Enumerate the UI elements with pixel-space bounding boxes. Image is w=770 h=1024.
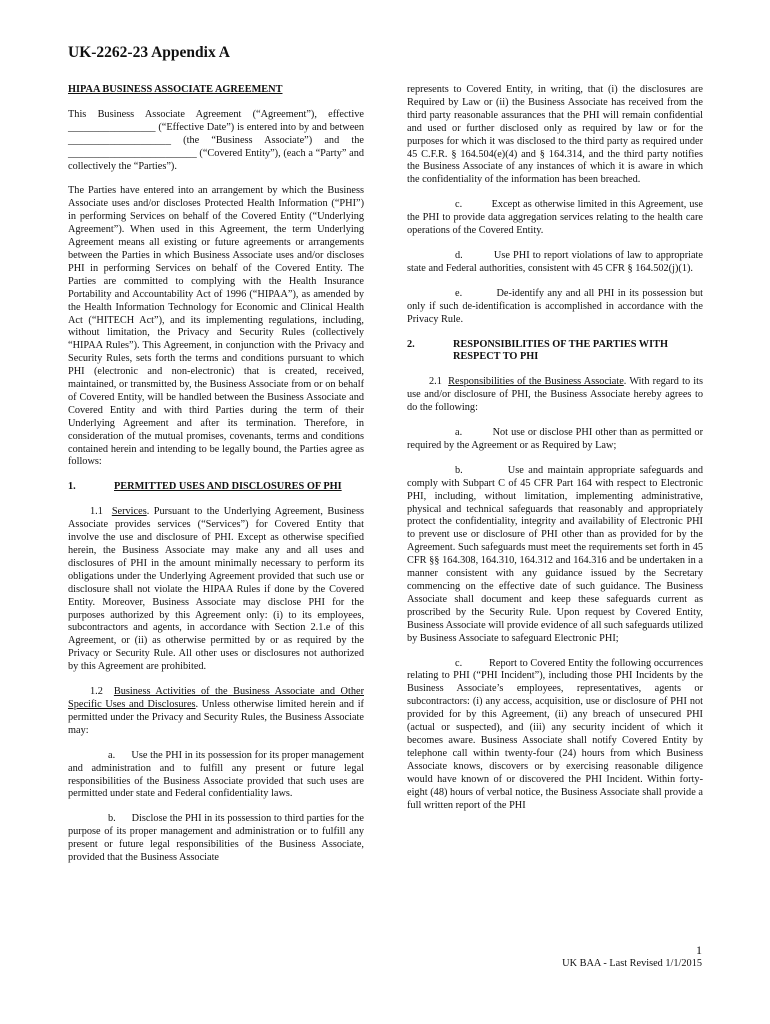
left-column: [68, 84, 364, 877]
section-1-2-text: . Unless otherwise limited herein and if permitted under the Privacy and Security Rules, the Business Associate may:: [68, 698, 364, 736]
item-2-1-a-text: Not use or disclose PHI other than as permitted or required by the Agreement or as Required by Law;: [407, 427, 703, 451]
section-1-heading: [68, 481, 364, 494]
item-2-1-b-text: Use and maintain appropriate safeguards and comply with Subpart C of 45 CFR Part 164 with respect to Electronic PHI, including, without limitation, implementing administrative, physical and technical safeguards that reasonably and appropriately protect the confidentiality, integrity and availability of Electronic PHI to prevent use or disclosure of PHI other than as provided for by the Agreement. Such safeguards must meet the requirements set forth in 45 CFR §§ 164.308, 164.310, 164.312 and 164.316 and be undertaken in a manner consistent with any guidance issued by the Secretary commencing on the effective date of such guidance. The Business Associate shall document and keep these safeguards current as proscribed by the Security Rule. Upon request by Covered Entity, Business Associate will provide evidence of all such safeguards utilized by Business Associate to safeguard Electronic PHI;: [407, 464, 703, 644]
section-2-title: RESPONSIBILITIES OF THE PARTIES WITH RESPECT TO PHI: [453, 338, 668, 363]
intro-paragraph: This Business Associate Agreement (“Agreement”), effective _________________ (“Effective Date”) is entered into by and between ____________________ (the “Business Associate”) and the _________________________ (“Covered Entity”), (each a “Party” and collectively the “Parties”).: [68, 108, 364, 172]
item-1-2-e: [407, 288, 703, 327]
item-1-2-d-label: d.: [455, 249, 463, 261]
item-2-1-c-label: c.: [455, 657, 463, 669]
item-1-2-d-text: Use PHI to report violations of law to appropriate state and Federal authorities, consistent with 45 CFR § 164.502(j)(1).: [407, 249, 703, 274]
item-1-2-a-text: Use the PHI in its possession for its proper management and administration and to fulfill any present or future legal responsibilities of the Business Associate provided that such uses are permitted under state and Federal confidentiality laws.: [68, 749, 364, 800]
section-2-1-number: 2.1: [429, 376, 442, 388]
section-1-2-title: Business Activities of the Business Associate and Other Specific Uses and Disclosures: [68, 686, 364, 710]
section-1-2-number: 1.2: [90, 686, 103, 698]
section-2-1-title: Responsibilities of the Business Associate: [448, 376, 624, 388]
section-1-1-paragraph: [68, 506, 364, 674]
item-2-1-b: [407, 465, 703, 646]
agreement-heading: HIPAA BUSINESS ASSOCIATE AGREEMENT: [68, 84, 283, 95]
item-1-2-a-label: a.: [108, 749, 116, 761]
item-1-2-c-label: c.: [455, 199, 463, 211]
item-2-1-a-label: a.: [455, 427, 463, 439]
section-2-1-text: . With regard to its use and/or disclosure of PHI, the Business Associate hereby agrees to do the following:: [407, 376, 703, 414]
item-1-2-c: [407, 199, 703, 238]
item-1-2-e-text: De-identify any and all PHI in its possession but only if such de-identification is accomplished in accordance with the Privacy Rule.: [407, 287, 703, 325]
section-2-1-paragraph: [407, 376, 703, 415]
section-1-1-title: Services: [111, 506, 147, 518]
section-1-number: 1.: [68, 481, 76, 493]
section-2-heading: [407, 339, 703, 365]
item-1-2-b: [68, 813, 364, 865]
section-1-2-paragraph: [68, 686, 364, 738]
right-column: [407, 84, 703, 824]
item-1-2-b-text: Disclose the PHI in its possession to third parties for the purpose of its proper management and administration or to fulfill any present or future legal responsibilities of the Business Associate, provided that the Business Associate: [68, 813, 365, 864]
document-title: UK-2262-23 Appendix A: [68, 44, 230, 61]
item-1-2-d: [407, 250, 703, 276]
item-1-2-b-continued: represents to Covered Entity, in writing, that (i) the disclosures are Required by Law or (ii) the Business Associate has received from the third party reasonable assurances that the PHI will remain confidential and used or further disclosed only as required by law or for the purposes for which it was disclosed to the third party as required under 45 C.F.R. § 164.504(e)(4) and § 164.314, and the third party notifies the Business Associate of any instances of which it is aware in which the confidentiality of the information has been breached.: [407, 84, 703, 186]
item-1-2-b-label: b.: [108, 813, 116, 825]
item-2-1-b-label: b.: [455, 464, 463, 476]
recitals-paragraph: The Parties have entered into an arrangement by which the Business Associate uses and/or discloses Protected Health Information (“PHI”) in performing Services on behalf of the Covered Entity (“Underlying Agreement”). When used in this Agreement, the term Underlying Agreement means all existing or future agreements or arrangements between the Parties in which Business Associate uses and/or discloses PHI in performing Services on behalf of the Covered Entity. The Parties are committed to complying with the Health Insurance Portability and Accountability Act of 1996 (“HIPAA”), as amended by the Health Information Technology for Economic and Clinical Health Act (“HITECH Act”), and its implementing regulations, including, without limitation, the Privacy and Security Rules (collectively “HIPAA Rules”). This Agreement, in conjunction with the Privacy and Security Rules, sets forth the terms and conditions pursuant to which PHI (electronic and non-electronic) that is created, received, maintained, or transmitted by, the Business Associate from or on behalf of Covered Entity, will be handled between the Business Associate and Covered Entity and with third Parties during the term of their Underlying Agreement and after its termination. Therefore, in consideration of the mutual promises, covenants, terms and conditions contained herein and intending to be legally bound, the Parties agree as follows:: [68, 185, 364, 468]
section-1-1-text: . Pursuant to the Underlying Agreement, Business Associate provides services (“Services”) for Covered Entity that involve the use and disclosure of PHI. Except as otherwise specified herein, the Business Associate may make any and all uses and disclosures of PHI in the amount minimally necessary to perform its obligations under the Underlying Agreement provided that such use or disclosure shall not violate the HIPAA Rules if done by the Covered Entity. Moreover, Business Associate may disclose PHI for the purposes authorized by this Agreement only: (i) to its employees, subcontractors and agents, in accordance with Section 2.1.e of this Agreement, or (ii) as otherwise permitted by or as required by the Privacy or Security Rule. All other uses or disclosures not authorized by this Agreement are prohibited.: [68, 506, 364, 673]
section-1-1-number: 1.1: [90, 506, 103, 518]
page-footer: [562, 944, 702, 970]
section-2-number: 2.: [407, 338, 415, 350]
page-number: 1: [696, 943, 702, 957]
revision-note: UK BAA - Last Revised 1/1/2015: [562, 958, 702, 969]
item-1-2-e-label: e.: [455, 287, 463, 299]
section-1-title: PERMITTED USES AND DISCLOSURES OF PHI: [114, 481, 342, 493]
item-2-1-c: [407, 658, 703, 813]
item-2-1-c-text: Report to Covered Entity the following occurrences relating to PHI (“PHI Incident”), including those PHI Incidents by the Business Associate’s employees, representatives, agents or subcontractors: (i) any access, acquisition, use or disclosure of PHI not provided for by this Agreement, (ii) any breach of unsecured PHI (actual or suspected), and (iii) any security incident of which it becomes aware. Business Associate shall notify Covered Entity by telephone call within twenty-four (24) hours from which Business Associate knows, discovers or by exercising reasonable diligence would have known of or discovered the PHI Incident. Within forty-eight (48) hours of verbal notice, the Business Associate shall provide a full written report of the PHI: [407, 657, 703, 811]
item-2-1-a: [407, 427, 703, 453]
item-1-2-a: [68, 750, 364, 802]
item-1-2-c-text: Except as otherwise limited in this Agreement, use the PHI to provide data aggregation services relating to the health care operations of the Covered Entity.: [407, 199, 704, 237]
